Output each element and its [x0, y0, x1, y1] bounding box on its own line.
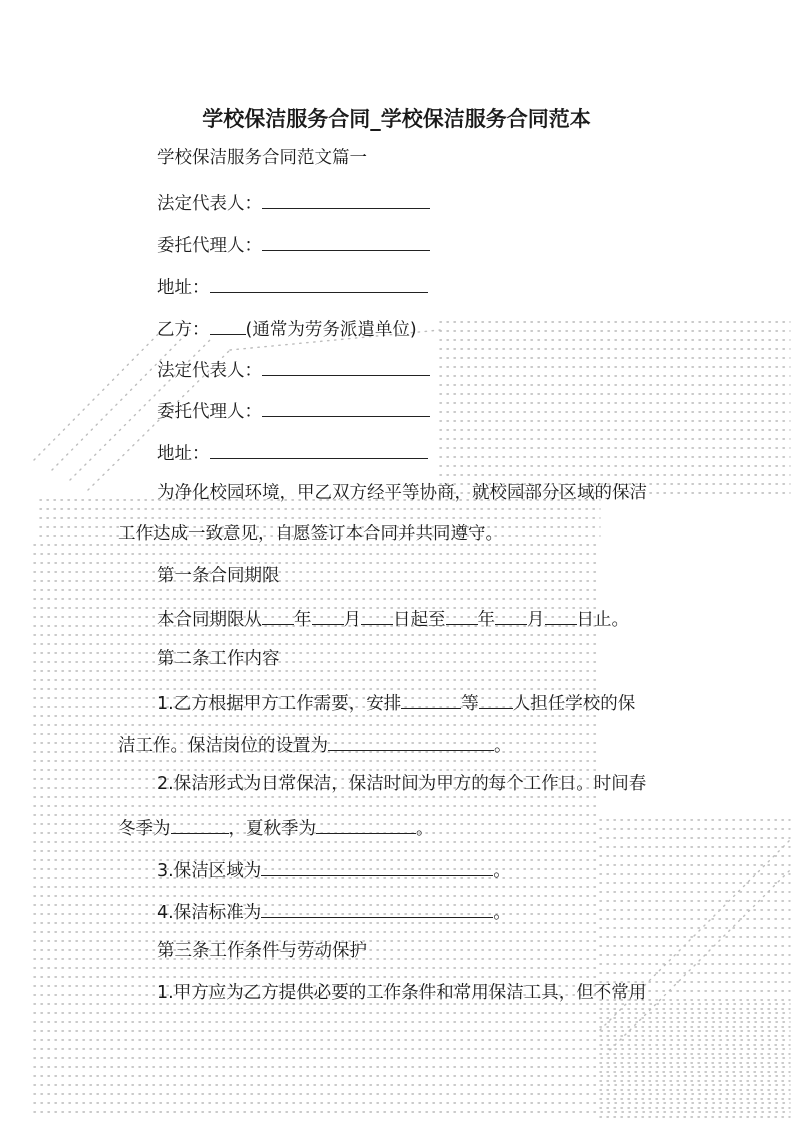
party-b-row [157, 316, 417, 341]
party-a-legal-rep-row [157, 190, 430, 215]
party-a-address-row [157, 274, 428, 299]
party-b-legal-rep-blank [262, 357, 430, 376]
article-1-term-row [157, 606, 629, 631]
article-2-item-1-line-2 [118, 732, 512, 757]
article-3-item-1: 1.甲方应为乙方提供必要的工作条件和常用保洁工具，但不常用 [157, 983, 647, 1003]
end-month-blank [495, 606, 527, 625]
item-1-text-c: 人担任学校的保 [512, 694, 636, 714]
item-3-text-b: 。 [493, 861, 511, 881]
party-a-legal-rep-label: 法定代表人： [157, 194, 262, 214]
start-month-blank [312, 606, 344, 625]
start-day-blank [361, 606, 393, 625]
article-1-heading: 第一条合同期限 [157, 566, 280, 586]
start-year-blank [262, 606, 294, 625]
party-a-address-blank [210, 274, 428, 293]
item-2-text-d: 。 [416, 819, 434, 839]
page-title: 学校保洁服务合同_学校保洁服务合同范本 [202, 107, 591, 131]
article-2-item-1-line-1 [157, 690, 635, 715]
dotted-diagonal [34, 322, 170, 460]
dotted-diagonal [610, 870, 790, 1050]
article-3-heading: 第三条工作条件与劳动保护 [157, 941, 367, 961]
staff-count-blank [479, 690, 513, 709]
cleaning-standard-blank [261, 899, 493, 918]
party-b-agent-blank [262, 398, 430, 417]
item-1-text-d: 洁工作。保洁岗位的设置为 [118, 736, 328, 756]
item-3-text-a: 3.保洁区域为 [157, 861, 262, 881]
party-a-agent-label: 委托代理人： [157, 236, 262, 256]
staff-name-blank [401, 690, 461, 709]
article-2-item-2-line-1: 2.保洁形式为日常保洁，保洁时间为甲方的每个工作日。时间春 [157, 774, 647, 794]
article-2-heading: 第二条工作内容 [157, 649, 280, 669]
party-b-address-row [157, 440, 428, 465]
item-1-text-a: 1.乙方根据甲方工作需要，安排 [157, 694, 402, 714]
cleaning-area-blank [261, 857, 493, 876]
party-b-address-blank [210, 440, 428, 459]
day-until-label: 日起至 [393, 610, 446, 630]
party-a-agent-blank [262, 232, 430, 251]
item-2-text-c: ，夏秋季为 [228, 819, 316, 839]
term-from-label: 本合同期限从 [157, 610, 262, 630]
article-2-item-4 [157, 899, 511, 924]
end-day-blank [545, 606, 577, 625]
winter-hours-blank [171, 815, 229, 834]
intro-line-2: 工作达成一致意见，自愿签订本合同并共同遵守。 [118, 524, 503, 544]
month-label-2: 月 [527, 610, 545, 630]
month-label: 月 [343, 610, 361, 630]
party-b-legal-rep-row [157, 357, 430, 382]
party-b-blank [210, 316, 246, 335]
item-1-text-b: 等 [461, 694, 479, 714]
party-b-legal-rep-label: 法定代表人： [157, 361, 262, 381]
year-label: 年 [294, 610, 312, 630]
year-label-2: 年 [477, 610, 495, 630]
end-year-blank [446, 606, 478, 625]
party-b-label: 乙方： [157, 320, 210, 340]
intro-line-1: 为净化校园环境，甲乙双方经平等协商，就校园部分区域的保洁 [157, 483, 647, 503]
item-2-text-b: 冬季为 [118, 819, 171, 839]
day-end-label: 日止。 [576, 610, 629, 630]
party-a-address-label: 地址： [157, 278, 210, 298]
item-4-text-b: 。 [493, 903, 511, 923]
article-2-item-3 [157, 857, 511, 882]
party-b-agent-label: 委托代理人： [157, 402, 262, 422]
post-setup-blank [328, 732, 494, 751]
item-4-text-a: 4.保洁标准为 [157, 903, 262, 923]
article-2-item-2-line-2 [118, 815, 434, 840]
subtitle: 学校保洁服务合同范文篇一 [157, 148, 367, 168]
summer-hours-blank [316, 815, 416, 834]
item-1-text-e: 。 [494, 736, 512, 756]
party-a-agent-row [157, 232, 430, 257]
party-a-legal-rep-blank [262, 190, 430, 209]
party-b-note: (通常为劳务派遣单位) [245, 320, 417, 340]
party-b-address-label: 地址： [157, 444, 210, 464]
party-b-agent-row [157, 398, 430, 423]
